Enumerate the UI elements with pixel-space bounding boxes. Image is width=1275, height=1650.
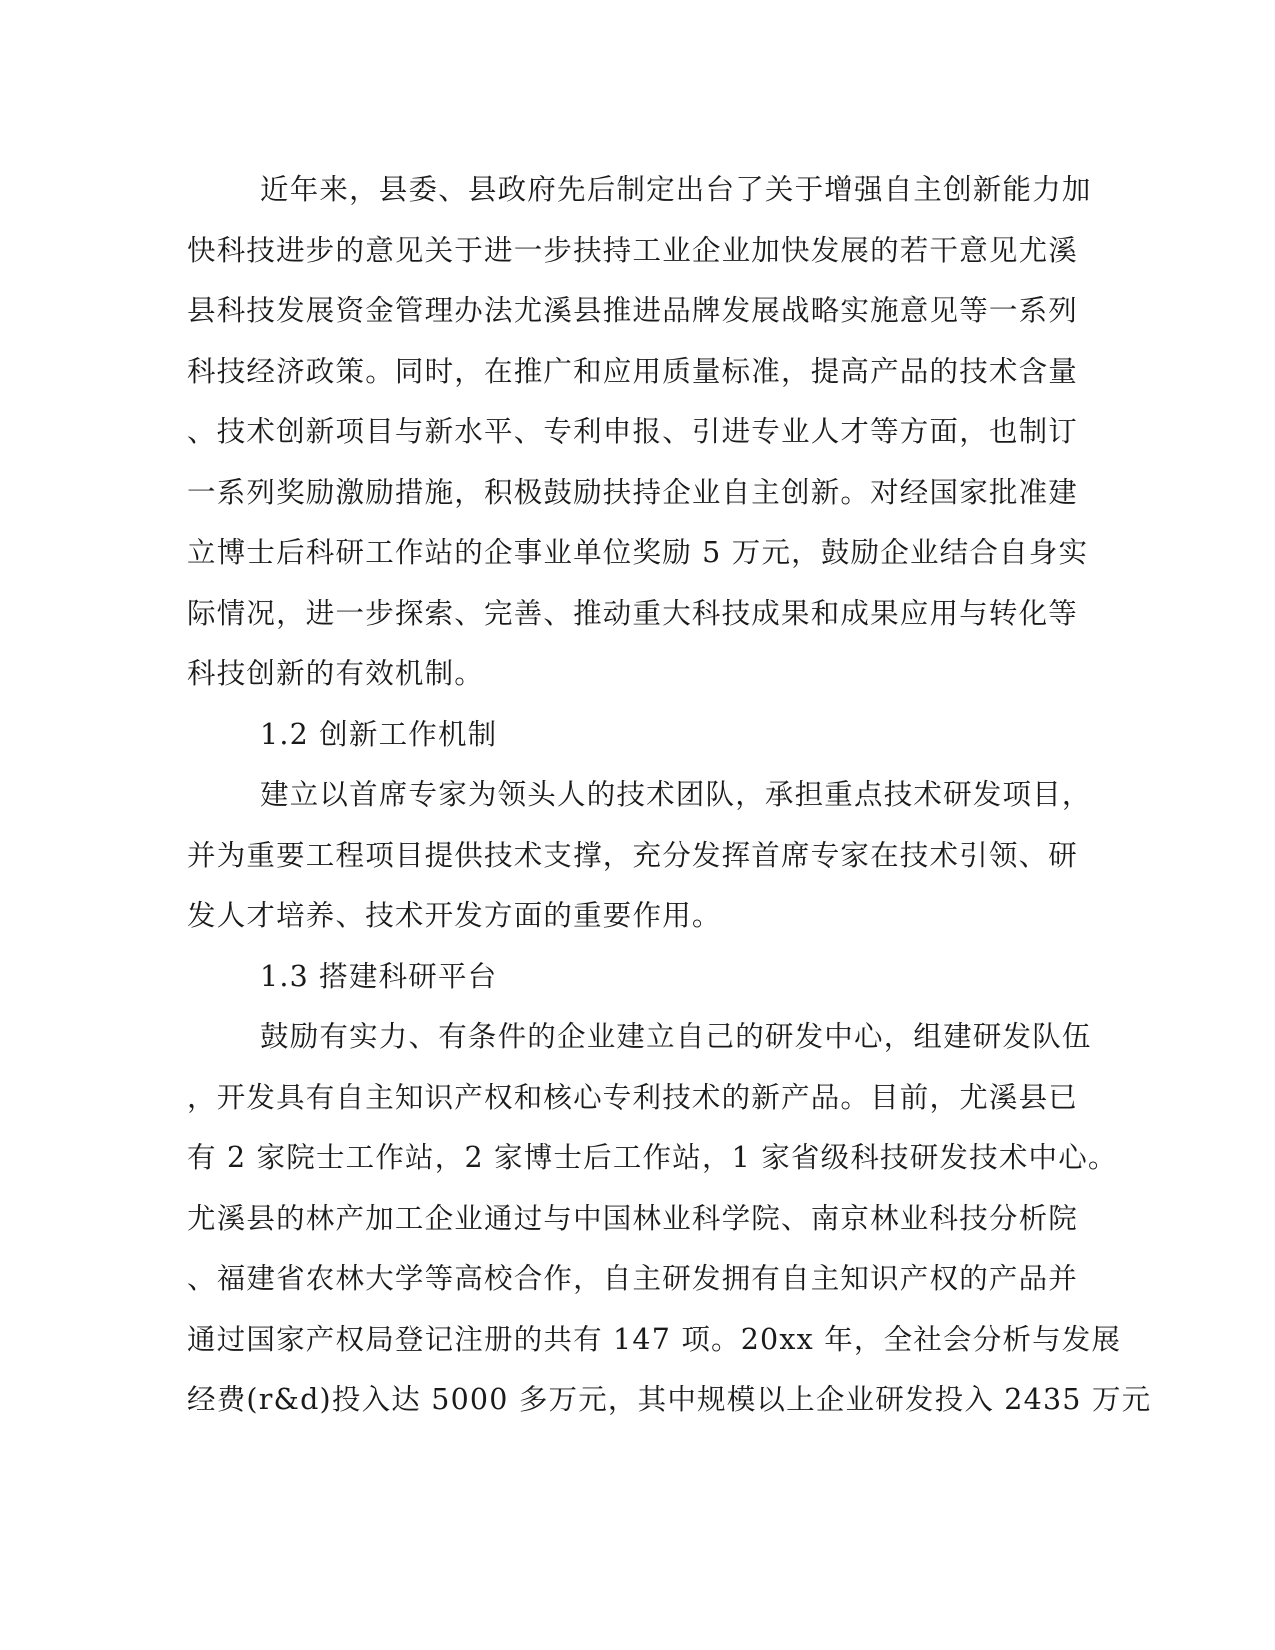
text-line: 际情况，进一步探索、完善、推动重大科技成果和成果应用与转化等: [187, 596, 1079, 630]
text-line: 1.2 创新工作机制: [260, 717, 498, 751]
text-line: 立博士后科研工作站的企事业单位奖励 5 万元，鼓励企业结合自身实: [187, 536, 1089, 569]
text-line: ，开发具有自主知识产权和核心专利技术的新产品。目前，尤溪县已: [187, 1080, 1079, 1114]
text-line: 鼓励有实力、有条件的企业建立自己的研发中心，组建研发队伍: [260, 1020, 1092, 1053]
text-line: 经费(r&d)投入达 5000 多万元，其中规模以上企业研发投入 2435 万元: [187, 1383, 1152, 1416]
text-line: 并为重要工程项目提供技术支撑，充分发挥首席专家在技术引领、研: [187, 838, 1079, 872]
text-line: 1.3 搭建科研平台: [260, 959, 498, 993]
document-body: [187, 160, 1152, 1431]
text-line: 有 2 家院士工作站，2 家博士后工作站，1 家省级科技研发技术中心。: [187, 1141, 1118, 1174]
text-line: 一系列奖励激励措施，积极鼓励扶持企业自主创新。对经国家批准建: [187, 475, 1079, 509]
text-line: 科技创新的有效机制。: [187, 657, 485, 690]
text-line: 、技术创新项目与新水平、专利申报、引进专业人才等方面，也制订: [187, 415, 1079, 448]
text-line: 近年来，县委、县政府先后制定出台了关于增强自主创新能力加: [260, 173, 1092, 206]
text-line: 尤溪县的林产加工企业通过与中国林业科学院、南京林业科技分析院: [187, 1201, 1079, 1235]
text-line: 县科技发展资金管理办法尤溪县推进品牌发展战略实施意见等一系列: [187, 294, 1079, 327]
text-line: 科技经济政策。同时，在推广和应用质量标准，提高产品的技术含量: [187, 354, 1079, 388]
text-line: 建立以首席专家为领头人的技术团队，承担重点技术研发项目，: [260, 778, 1092, 811]
text-line: 快科技进步的意见关于进一步扶持工业企业加快发展的若干意见尤溪: [187, 233, 1079, 267]
text-line: 通过国家产权局登记注册的共有 147 项。20xx 年，全社会分析与发展: [187, 1322, 1122, 1356]
text-line: 发人才培养、技术开发方面的重要作用。: [187, 899, 722, 932]
text-line: 、福建省农林大学等高校合作，自主研发拥有自主知识产权的产品并: [187, 1262, 1079, 1295]
